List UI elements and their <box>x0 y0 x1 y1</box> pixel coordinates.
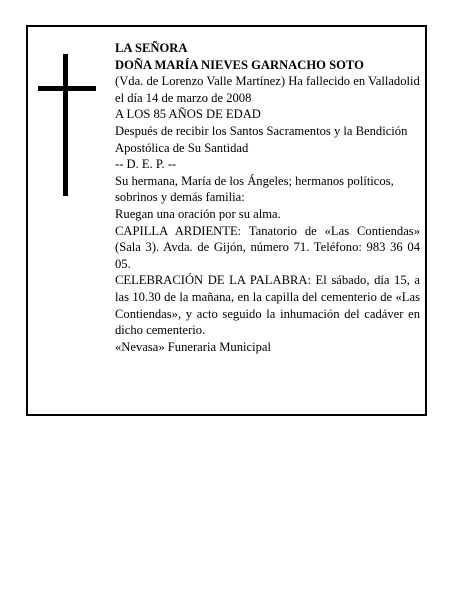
chapel-info: CAPILLA ARDIENTE: Tanatorio de «Las Contiendas» (Sala 3). Avda. de Gijón, número 71. Teléfono: 983 36 04 05. <box>115 223 420 271</box>
ceremony-info: CELEBRACIÓN DE LA PALABRA: El sábado, día 15, a las 10.30 de la mañana, en la capilla del cementerio de «Las Contiendas», y acto seguido la inhumación del cadáver en dicho cementerio. <box>115 273 420 338</box>
family-line: Su hermana, María de los Ángeles; hermanos políticos, sobrinos y demás familia: <box>115 173 394 205</box>
rip-line: -- D. E. P. -- <box>115 157 177 172</box>
death-notice: (Vda. de Lorenzo Valle Martínez) Ha fallecido en Valladolid el día 14 de marzo de 2008 <box>115 74 420 105</box>
cross-horizontal-bar <box>38 86 96 91</box>
age-line: A LOS 85 AÑOS DE EDAD <box>115 107 261 122</box>
funeral-home: «Nevasa» Funeraria Municipal <box>115 339 271 354</box>
deceased-name: DOÑA MARÍA NIEVES GARNACHO SOTO <box>115 57 364 72</box>
obituary-text <box>115 40 420 355</box>
cross-vertical-bar <box>63 54 68 196</box>
sacraments-line: Después de recibir los Santos Sacramentos y la Bendición Apostólica de Su Santidad <box>115 123 408 155</box>
obituary-title: LA SEÑORA <box>115 41 188 55</box>
prayer-request: Ruegan una oración por su alma. <box>115 206 281 221</box>
cross-icon <box>38 54 96 196</box>
